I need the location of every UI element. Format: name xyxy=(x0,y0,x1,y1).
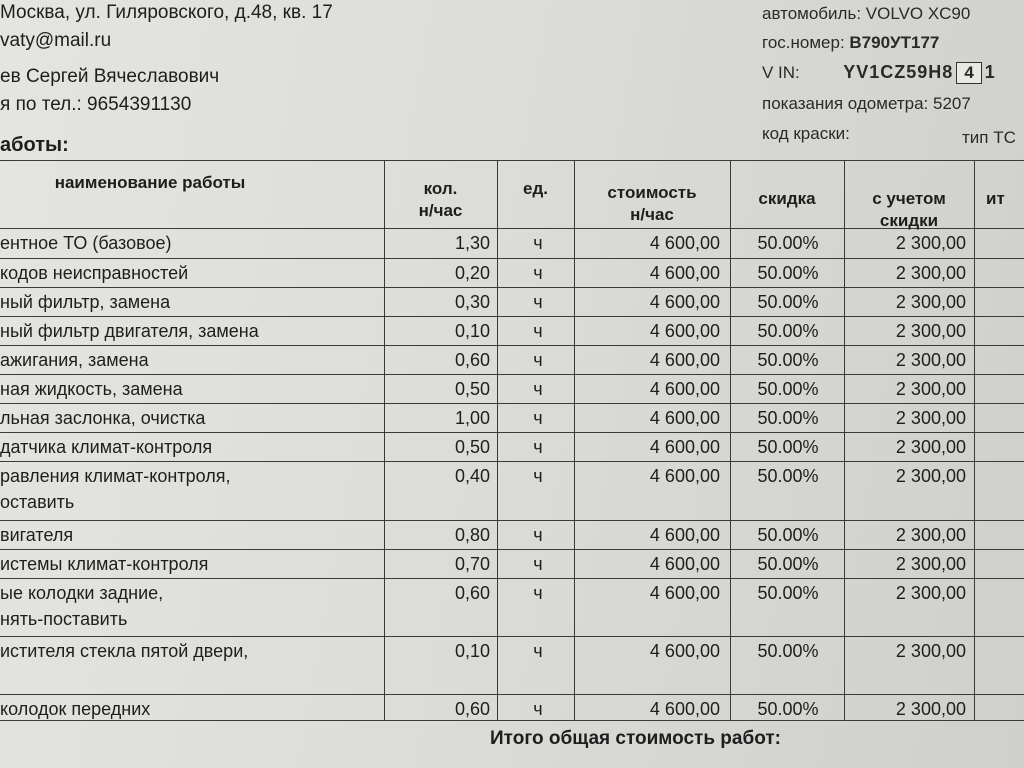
work-name: истителя стекла пятой двери, xyxy=(0,641,249,661)
work-total-with-discount: 2 300,00 xyxy=(895,321,966,341)
column-header-name: наименование работы xyxy=(54,173,246,192)
work-total-with-discount: 2 300,00 xyxy=(895,583,966,603)
work-qty: 1,30 xyxy=(454,233,490,253)
work-cost: 4 600,00 xyxy=(649,437,720,457)
vin-line xyxy=(762,62,996,84)
work-total-with-discount: 2 300,00 xyxy=(895,641,966,661)
work-qty: 0,40 xyxy=(454,466,490,486)
work-unit: ч xyxy=(533,292,543,312)
work-cost: 4 600,00 xyxy=(649,408,720,428)
work-discount: 50.00% xyxy=(757,525,819,545)
vin-box: 4 xyxy=(956,62,981,84)
work-cost: 4 600,00 xyxy=(649,554,720,574)
column-header-cost-line2: н/час xyxy=(630,205,674,224)
work-name: ажигания, замена xyxy=(0,350,149,370)
odometer-label: показания одометра: xyxy=(762,94,929,113)
table-row xyxy=(0,374,1024,403)
work-cost: 4 600,00 xyxy=(649,466,720,486)
table-row xyxy=(0,432,1024,461)
work-unit: ч xyxy=(533,699,543,719)
table-row xyxy=(0,258,1024,287)
work-qty: 0,10 xyxy=(454,641,490,661)
work-unit: ч xyxy=(533,379,543,399)
car-line xyxy=(762,4,970,24)
column-header-cost xyxy=(574,182,730,226)
table-row xyxy=(0,316,1024,345)
table-row xyxy=(0,520,1024,549)
work-total-with-discount: 2 300,00 xyxy=(895,233,966,253)
odometer-line xyxy=(762,94,971,114)
work-name: ые колодки задние, xyxy=(0,583,164,603)
table-row xyxy=(0,694,1024,720)
address-line: Москва, ул. Гиляровского, д.48, кв. 17 xyxy=(0,2,333,23)
work-discount: 50.00% xyxy=(757,554,819,574)
total-cost-label: Итого общая стоимость работ: xyxy=(490,728,781,749)
vin-value: YV1CZ59H8 xyxy=(843,62,954,82)
work-total-with-discount: 2 300,00 xyxy=(895,292,966,312)
column-header-with-discount xyxy=(844,188,974,232)
column-header-qty-line1: кол. xyxy=(423,179,458,198)
work-name: кодов неисправностей xyxy=(0,263,189,283)
work-total-with-discount: 2 300,00 xyxy=(895,263,966,283)
work-unit: ч xyxy=(533,554,543,574)
work-discount: 50.00% xyxy=(757,466,819,486)
work-qty: 1,00 xyxy=(454,408,490,428)
vehicle-type-label: тип ТС xyxy=(962,128,1016,147)
work-qty: 0,80 xyxy=(454,525,490,545)
work-name-continued: оставить xyxy=(0,492,75,512)
table-rule xyxy=(0,160,1024,161)
table-row xyxy=(0,636,1024,694)
plate-value: В790УТ177 xyxy=(849,33,940,52)
work-unit: ч xyxy=(533,437,543,457)
work-name: ный фильтр, замена xyxy=(0,292,171,312)
work-qty: 0,60 xyxy=(454,583,490,603)
plate-label: гос.номер: xyxy=(762,33,845,52)
car-value: VOLVO XC90 xyxy=(865,4,971,23)
table-rule xyxy=(0,720,1024,721)
table-row xyxy=(0,549,1024,578)
work-cost: 4 600,00 xyxy=(649,321,720,341)
work-discount: 50.00% xyxy=(757,583,819,603)
work-name: равления климат-контроля, xyxy=(0,466,231,486)
works-section-title: аботы: xyxy=(0,134,69,156)
work-qty: 0,60 xyxy=(454,699,490,719)
work-qty: 0,10 xyxy=(454,321,490,341)
work-name: льная заслонка, очистка xyxy=(0,408,206,428)
work-name-continued: нять-поставить xyxy=(0,609,128,629)
work-total-with-discount: 2 300,00 xyxy=(895,350,966,370)
column-header-with-discount-line2: скидки xyxy=(879,211,939,230)
paint-line xyxy=(762,124,850,144)
work-qty: 0,20 xyxy=(454,263,490,283)
work-qty: 0,50 xyxy=(454,379,490,399)
work-name: колодок передних xyxy=(0,699,151,719)
work-name: вигателя xyxy=(0,525,74,545)
work-cost: 4 600,00 xyxy=(649,292,720,312)
odometer-value: 5207 xyxy=(932,94,971,113)
work-qty: 0,60 xyxy=(454,350,490,370)
work-cost: 4 600,00 xyxy=(649,379,720,399)
work-name: ная жидкость, замена xyxy=(0,379,183,399)
work-discount: 50.00% xyxy=(757,292,819,312)
table-row xyxy=(0,578,1024,636)
work-discount: 50.00% xyxy=(757,350,819,370)
work-unit: ч xyxy=(533,321,543,341)
work-cost: 4 600,00 xyxy=(649,263,720,283)
work-name: истемы климат-контроля xyxy=(0,554,209,574)
work-cost: 4 600,00 xyxy=(649,233,720,253)
work-cost: 4 600,00 xyxy=(649,583,720,603)
work-total-with-discount: 2 300,00 xyxy=(895,554,966,574)
table-row xyxy=(0,345,1024,374)
work-unit: ч xyxy=(533,466,543,486)
work-discount: 50.00% xyxy=(757,408,819,428)
column-header-qty-line2: н/час xyxy=(418,201,463,220)
work-cost: 4 600,00 xyxy=(649,699,720,719)
vin-label: V IN: xyxy=(762,63,800,82)
work-discount: 50.00% xyxy=(757,233,819,253)
work-total-with-discount: 2 300,00 xyxy=(895,525,966,545)
work-unit: ч xyxy=(533,641,543,661)
phone-line: я по тел.: 9654391130 xyxy=(0,94,192,115)
work-name: ный фильтр двигателя, замена xyxy=(0,321,259,341)
table-row xyxy=(0,461,1024,520)
work-discount: 50.00% xyxy=(757,379,819,399)
work-discount: 50.00% xyxy=(757,641,819,661)
work-cost: 4 600,00 xyxy=(649,350,720,370)
work-unit: ч xyxy=(533,263,543,283)
works-table xyxy=(0,160,1024,720)
work-unit: ч xyxy=(533,525,543,545)
column-header-unit: ед. xyxy=(523,179,548,198)
column-header-total: ит xyxy=(986,189,1005,208)
column-header-qty xyxy=(384,178,497,222)
work-total-with-discount: 2 300,00 xyxy=(895,408,966,428)
work-name: ентное ТО (базовое) xyxy=(0,233,172,253)
vin-tail: 1 xyxy=(984,62,996,82)
work-cost: 4 600,00 xyxy=(649,525,720,545)
work-qty: 0,50 xyxy=(454,437,490,457)
paint-label: код краски: xyxy=(762,124,850,143)
work-unit: ч xyxy=(533,583,543,603)
column-header-discount: скидка xyxy=(758,189,816,208)
column-header-cost-line1: стоимость xyxy=(607,183,697,202)
column-header-with-discount-line1: с учетом xyxy=(872,189,946,208)
table-row xyxy=(0,228,1024,258)
work-unit: ч xyxy=(533,233,543,253)
table-row xyxy=(0,403,1024,432)
table-row xyxy=(0,287,1024,316)
work-discount: 50.00% xyxy=(757,699,819,719)
work-name: датчика климат-контроля xyxy=(0,437,213,457)
work-discount: 50.00% xyxy=(757,437,819,457)
work-discount: 50.00% xyxy=(757,263,819,283)
work-qty: 0,30 xyxy=(454,292,490,312)
work-unit: ч xyxy=(533,408,543,428)
car-label: автомобиль: xyxy=(762,4,862,23)
work-discount: 50.00% xyxy=(757,321,819,341)
client-name: ев Сергей Вячеславович xyxy=(0,66,220,87)
work-qty: 0,70 xyxy=(454,554,490,574)
work-cost: 4 600,00 xyxy=(649,641,720,661)
work-total-with-discount: 2 300,00 xyxy=(895,466,966,486)
work-unit: ч xyxy=(533,350,543,370)
plate-line xyxy=(762,33,939,53)
work-total-with-discount: 2 300,00 xyxy=(895,379,966,399)
email-line: vaty@mail.ru xyxy=(0,30,112,51)
work-total-with-discount: 2 300,00 xyxy=(895,699,966,719)
work-total-with-discount: 2 300,00 xyxy=(895,437,966,457)
